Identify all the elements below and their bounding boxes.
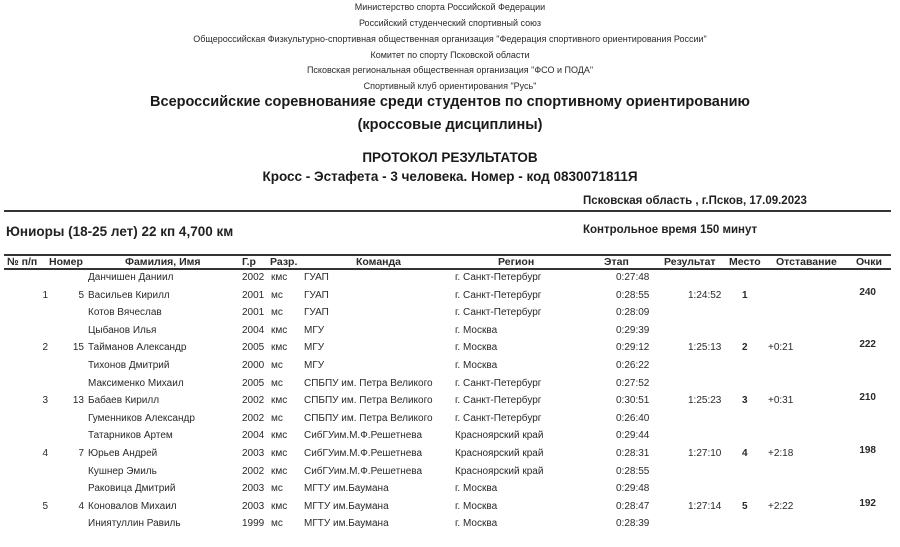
cell-team: МГТУ им.Баумана [304, 518, 389, 530]
cell-year: 2002 [242, 465, 265, 477]
cell-points: 198 [859, 445, 876, 456]
cell-points: 192 [859, 497, 876, 509]
cell-gap: +2:18 [768, 448, 794, 459]
cell-region: г. Москва [455, 360, 498, 371]
org-line-regional-org: Псковская региональная общественная организация "ФСО и ПОДА" [306, 65, 594, 75]
cell-stage: 0:30:51 [616, 395, 650, 407]
cell-stage: 0:26:40 [616, 412, 650, 424]
col-header-stage: Этап [604, 256, 629, 268]
cell-name: Данчишен Даниил [88, 272, 174, 283]
cell-rank: кмс [271, 342, 288, 354]
cell-stage: 0:28:39 [616, 518, 650, 530]
cell-points: 210 [859, 392, 876, 404]
cell-rank: мс [271, 307, 283, 319]
cell-place: 1 [742, 289, 748, 301]
cell-region: г. Москва [455, 500, 498, 512]
col-header-number: Номер [49, 256, 83, 268]
divider-header-bottom [4, 268, 891, 270]
cell-stage: 0:28:55 [616, 289, 650, 301]
cell-name: Котов Вячеслав [88, 307, 162, 319]
event-subtitle: (кроссовые дисциплины) [357, 117, 543, 133]
place-date: Псковская область , г.Псков, 17.09.2023 [583, 195, 807, 207]
cell-year: 2005 [242, 377, 265, 389]
org-line-club: Спортивный клуб ориентирования "Русь" [363, 81, 537, 91]
cell-team: СПБПУ им. Петра Великого [304, 377, 433, 389]
col-header-rank: Разр. [270, 256, 298, 268]
cell-team: СибГУим.М.Ф.Решетнева [304, 465, 423, 477]
cell-place: 5 [742, 500, 748, 512]
cell-year: 2001 [242, 289, 265, 301]
cell-number: 4 [78, 500, 84, 512]
cell-np: 4 [42, 448, 48, 459]
cell-name: Иниятуллин Равиль [88, 518, 181, 530]
cell-result: 1:25:23 [688, 395, 722, 407]
cell-number: 15 [72, 342, 84, 354]
cell-team: МГТУ им.Баумана [304, 483, 389, 495]
col-header-np: № п/п [7, 256, 38, 268]
cell-team: ГУАП [304, 307, 329, 319]
cell-team: СПБПУ им. Петра Великого [304, 412, 433, 424]
cell-rank: кмс [271, 272, 288, 283]
cell-np: 5 [42, 500, 48, 512]
org-line-committee: Комитет по спорту Псковской области [370, 50, 530, 60]
org-line-student-union: Российский студенческий спортивный союз [358, 18, 542, 28]
col-header-name: Фамилия, Имя [125, 256, 201, 268]
cell-team: МГУ [304, 360, 325, 371]
cell-year: 2003 [242, 448, 265, 459]
cell-team: МГТУ им.Баумана [304, 500, 389, 512]
cell-year: 2002 [242, 412, 265, 424]
cell-region: Красноярский край [455, 430, 544, 442]
cell-name: Максименко Михаил [88, 377, 184, 389]
org-line-federation: Общероссийская Физкультурно-спортивная общественная организация "Федерация спортивного ориентирования России" [193, 34, 707, 44]
col-header-result: Результат [664, 256, 716, 268]
cell-rank: мс [271, 412, 283, 424]
cell-team: ГУАП [304, 289, 329, 301]
cell-name: Кушнер Эмиль [88, 465, 157, 477]
cell-name: Юрьев Андрей [88, 448, 158, 459]
cell-result: 1:27:10 [688, 448, 722, 459]
cell-gap: +2:22 [768, 500, 794, 512]
cell-team: СПБПУ им. Петра Великого [304, 395, 433, 407]
cell-rank: кмс [271, 448, 288, 459]
cell-rank: мс [271, 483, 283, 495]
cell-rank: кмс [271, 324, 288, 336]
cell-region: г. Санкт-Петербург [455, 395, 542, 407]
cell-region: г. Москва [455, 324, 498, 336]
cell-name: Тайманов Александр [88, 342, 187, 354]
cell-name: Татарников Артем [88, 430, 173, 442]
discipline-title: Кросс - Эстафета - 3 человека. Номер - код 0830071811Я [262, 169, 638, 184]
cell-team: ГУАП [304, 272, 329, 283]
cell-region: г. Санкт-Петербург [455, 272, 542, 283]
cell-number: 13 [72, 395, 84, 407]
cell-np: 1 [42, 289, 48, 301]
cell-stage: 0:29:39 [616, 324, 650, 336]
cell-np: 3 [42, 395, 48, 407]
cell-year: 1999 [242, 518, 265, 530]
cell-year: 2003 [242, 483, 265, 495]
cell-name: Раковица Дмитрий [88, 483, 176, 495]
col-header-year: Г.р [242, 256, 256, 268]
cell-stage: 0:26:22 [616, 360, 650, 371]
cell-year: 2004 [242, 324, 265, 336]
cell-name: Тихонов Дмитрий [88, 360, 170, 371]
group-title: Юниоры (18-25 лет) 22 кп 4,700 км [6, 224, 234, 239]
cell-rank: мс [271, 289, 283, 301]
cell-year: 2002 [242, 395, 265, 407]
cell-year: 2003 [242, 500, 265, 512]
cell-result: 1:27:14 [688, 500, 722, 512]
control-time: Контрольное время 150 минут [583, 224, 758, 236]
cell-gap: +0:21 [768, 342, 794, 354]
cell-number: 5 [78, 289, 84, 301]
cell-stage: 0:29:12 [616, 342, 650, 354]
cell-number: 7 [78, 448, 84, 459]
divider-top [4, 210, 891, 212]
cell-region: г. Москва [455, 342, 498, 354]
cell-result: 1:24:52 [688, 289, 722, 301]
cell-rank: кмс [271, 395, 288, 407]
cell-rank: кмс [271, 500, 288, 512]
cell-year: 2004 [242, 430, 265, 442]
col-header-region: Регион [498, 256, 535, 268]
cell-stage: 0:28:55 [616, 465, 650, 477]
cell-year: 2001 [242, 307, 265, 319]
cell-year: 2005 [242, 342, 265, 354]
cell-result: 1:25:13 [688, 342, 722, 354]
cell-points: 240 [859, 286, 876, 298]
cell-points: 222 [859, 339, 876, 351]
col-header-place: Место [729, 256, 761, 268]
cell-stage: 0:27:52 [616, 377, 650, 389]
cell-stage: 0:29:48 [616, 483, 650, 495]
cell-team: МГУ [304, 324, 325, 336]
cell-team: МГУ [304, 342, 325, 354]
event-title: Всероссийские соревнованияе среди студентов по спортивному ориентированию [150, 94, 750, 110]
cell-team: СибГУим.М.Ф.Решетнева [304, 448, 423, 459]
cell-np: 2 [42, 342, 48, 354]
cell-stage: 0:29:44 [616, 430, 650, 442]
cell-stage: 0:28:09 [616, 307, 650, 319]
cell-name: Цыбанов Илья [88, 324, 157, 336]
cell-place: 4 [742, 448, 748, 459]
cell-name: Васильев Кирилл [88, 289, 170, 301]
cell-name: Бабаев Кирилл [88, 395, 160, 407]
cell-name: Гуменников Александр [88, 412, 195, 424]
col-header-team: Команда [356, 256, 401, 268]
cell-region: Красноярский край [455, 465, 544, 477]
org-line-ministry: Министерство спорта Российской Федерации [354, 2, 546, 12]
cell-rank: кмс [271, 430, 288, 442]
cell-gap: +0:31 [768, 395, 794, 407]
cell-name: Коновалов Михаил [88, 500, 177, 512]
cell-stage: 0:28:31 [616, 448, 650, 459]
cell-stage: 0:28:47 [616, 500, 650, 512]
cell-rank: мс [271, 377, 283, 389]
cell-region: г. Москва [455, 518, 498, 530]
cell-place: 3 [742, 395, 748, 407]
cell-region: г. Санкт-Петербург [455, 377, 542, 389]
col-header-points: Очки [856, 256, 882, 268]
cell-team: СибГУим.М.Ф.Решетнева [304, 430, 423, 442]
col-header-gap: Отставание [776, 256, 837, 268]
cell-rank: мс [271, 518, 283, 530]
cell-region: г. Санкт-Петербург [455, 412, 542, 424]
cell-place: 2 [742, 342, 748, 354]
cell-rank: кмс [271, 465, 288, 477]
cell-stage: 0:27:48 [616, 272, 650, 283]
cell-region: г. Москва [455, 483, 498, 495]
protocol-title: ПРОТОКОЛ РЕЗУЛЬТАТОВ [362, 150, 538, 165]
cell-region: г. Санкт-Петербург [455, 289, 542, 301]
cell-rank: мс [271, 360, 283, 371]
cell-region: Красноярский край [455, 448, 544, 459]
cell-year: 2000 [242, 360, 265, 371]
cell-year: 2002 [242, 272, 265, 283]
cell-region: г. Санкт-Петербург [455, 307, 542, 319]
